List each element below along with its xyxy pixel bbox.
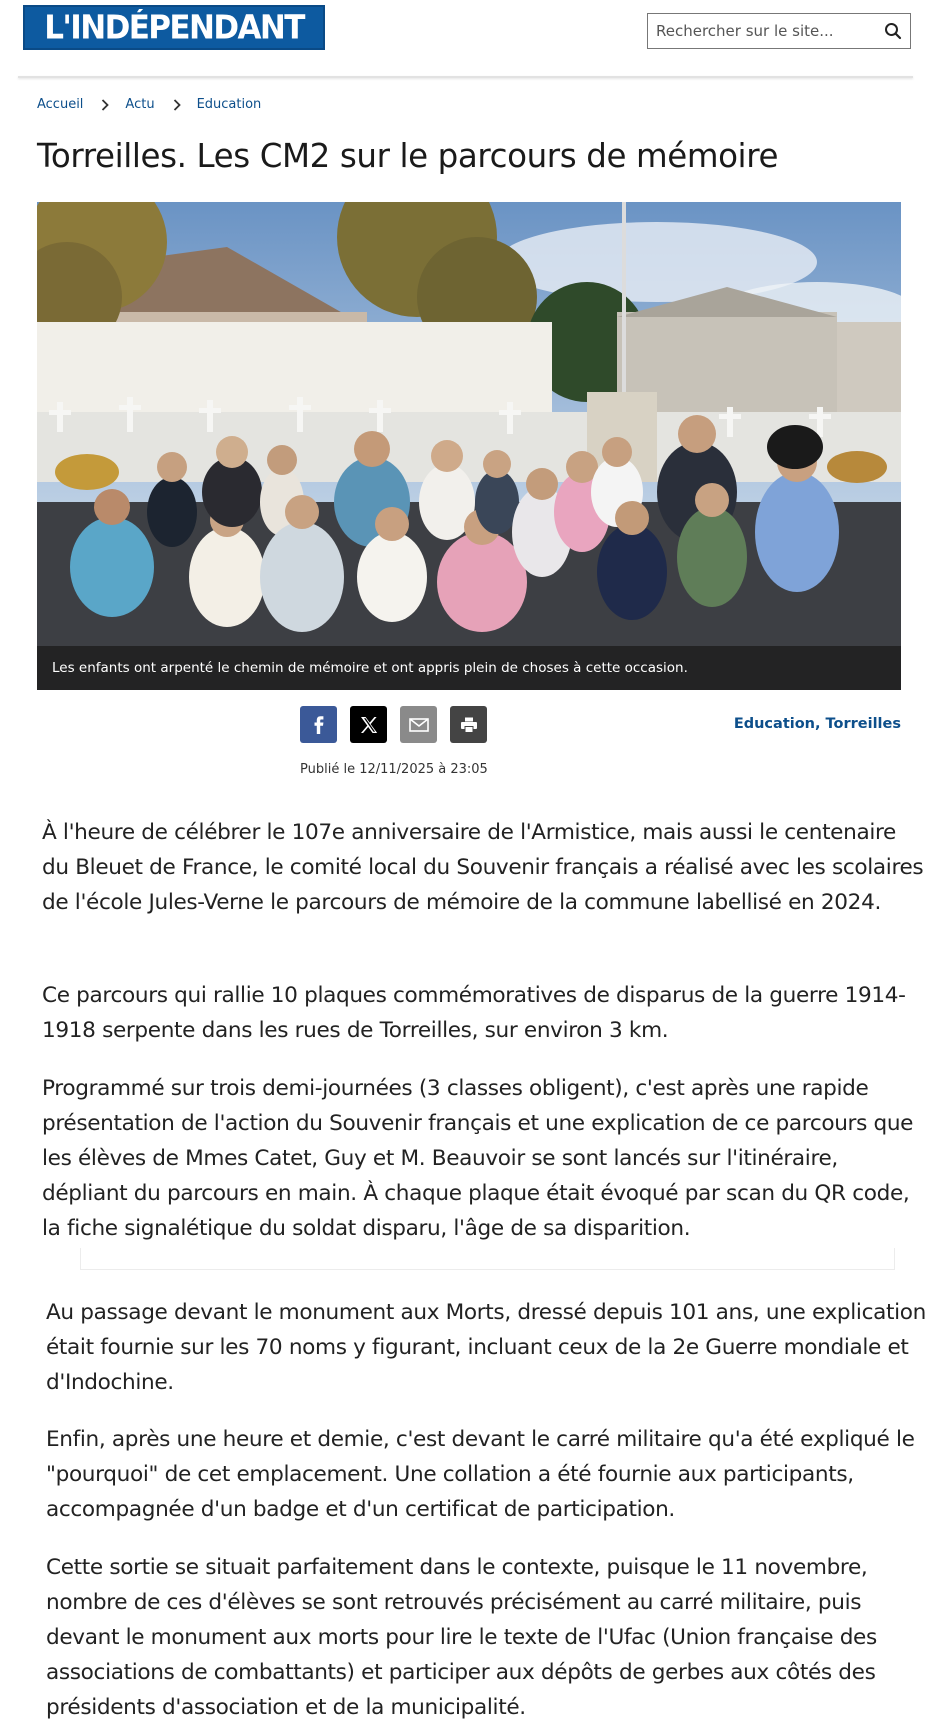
share-facebook-button[interactable] <box>300 706 337 743</box>
logo-text: L'INDÉPENDANT <box>44 8 304 47</box>
site-logo[interactable] <box>23 5 325 50</box>
facebook-icon <box>312 716 326 734</box>
x-icon <box>360 716 378 734</box>
share-x-button[interactable] <box>350 706 387 743</box>
breadcrumb <box>37 97 261 112</box>
article-tags[interactable]: Education, Torreilles <box>733 716 901 732</box>
share-bar <box>300 706 487 743</box>
article-paragraph: Au passage devant le monument aux Morts, dressé depuis 101 ans, une explication était fournie sur les 70 noms y figurant, incluant ceux de la 2e Guerre mondiale et d'Indochine. <box>46 1300 926 1395</box>
article-paragraph: Enfin, après une heure et demie, c'est devant le carré militaire qu'a été expliqué le "pourquoi" de cet emplacement. Une collation a été fournie aux participants, accompagnée d'un badge et d'un certificat de participation. <box>46 1427 915 1522</box>
print-button[interactable] <box>450 706 487 743</box>
breadcrumb-actu[interactable]: Actu <box>125 97 155 112</box>
search-button[interactable] <box>876 14 910 48</box>
ad-placeholder <box>80 1248 895 1270</box>
breadcrumb-education[interactable]: Education <box>196 97 262 112</box>
site-header <box>0 0 945 70</box>
mail-icon <box>409 718 429 732</box>
chevron-right-icon <box>101 99 109 111</box>
cemetery-group-photo <box>37 202 901 690</box>
article-paragraph: À l'heure de célébrer le 107e anniversaire de l'Armistice, mais aussi le centenaire du Bleuet de France, le comité local du Souvenir français a réalisé avec les scolaires de l'école Jules-Verne le parcours de mémoire de la commune labellisé en 2024. <box>42 820 924 915</box>
article-paragraph: Cette sortie se situait parfaitement dans le contexte, puisque le 11 novembre, nombre de ces d'élèves se sont retrouvés précisément au carré militaire, puis devant le monument aux morts pour lire le texte de l'Ufac (Union française des associations de combattants) et participer aux dépôts de gerbes aux côtés des présidents d'association et de la municipalité. <box>46 1555 877 1720</box>
article-title: Torreilles. Les CM2 sur le parcours de mémoire <box>37 137 779 175</box>
search-icon <box>884 22 902 40</box>
chevron-right-icon <box>173 99 181 111</box>
share-email-button[interactable] <box>400 706 437 743</box>
photo-caption: Les enfants ont arpenté le chemin de mémoire et ont appris plein de choses à cette occasion. <box>37 646 901 690</box>
article-photo <box>37 202 901 690</box>
print-icon <box>460 716 478 734</box>
header-divider <box>18 76 913 78</box>
search-box <box>647 13 911 49</box>
article-paragraph: Programmé sur trois demi-journées (3 classes obligent), c'est après une rapide présentation de l'action du Souvenir français et une explication de ce parcours que les élèves de Mmes Catet, Guy et M. Beauvoir se sont lancés sur l'itinéraire, dépliant du parcours en main. À chaque plaque était évoqué par scan du QR code, la fiche signalétique du soldat disparu, l'âge de sa disparition. <box>42 1076 914 1241</box>
search-input[interactable] <box>648 14 876 48</box>
article-paragraph: Ce parcours qui rallie 10 plaques commémoratives de disparus de la guerre 1914-1918 serpente dans les rues de Torreilles, sur environ 3 km. <box>42 983 906 1043</box>
publish-date: Publié le 12/11/2025 à 23:05 <box>300 762 488 777</box>
breadcrumb-accueil[interactable]: Accueil <box>37 97 84 112</box>
